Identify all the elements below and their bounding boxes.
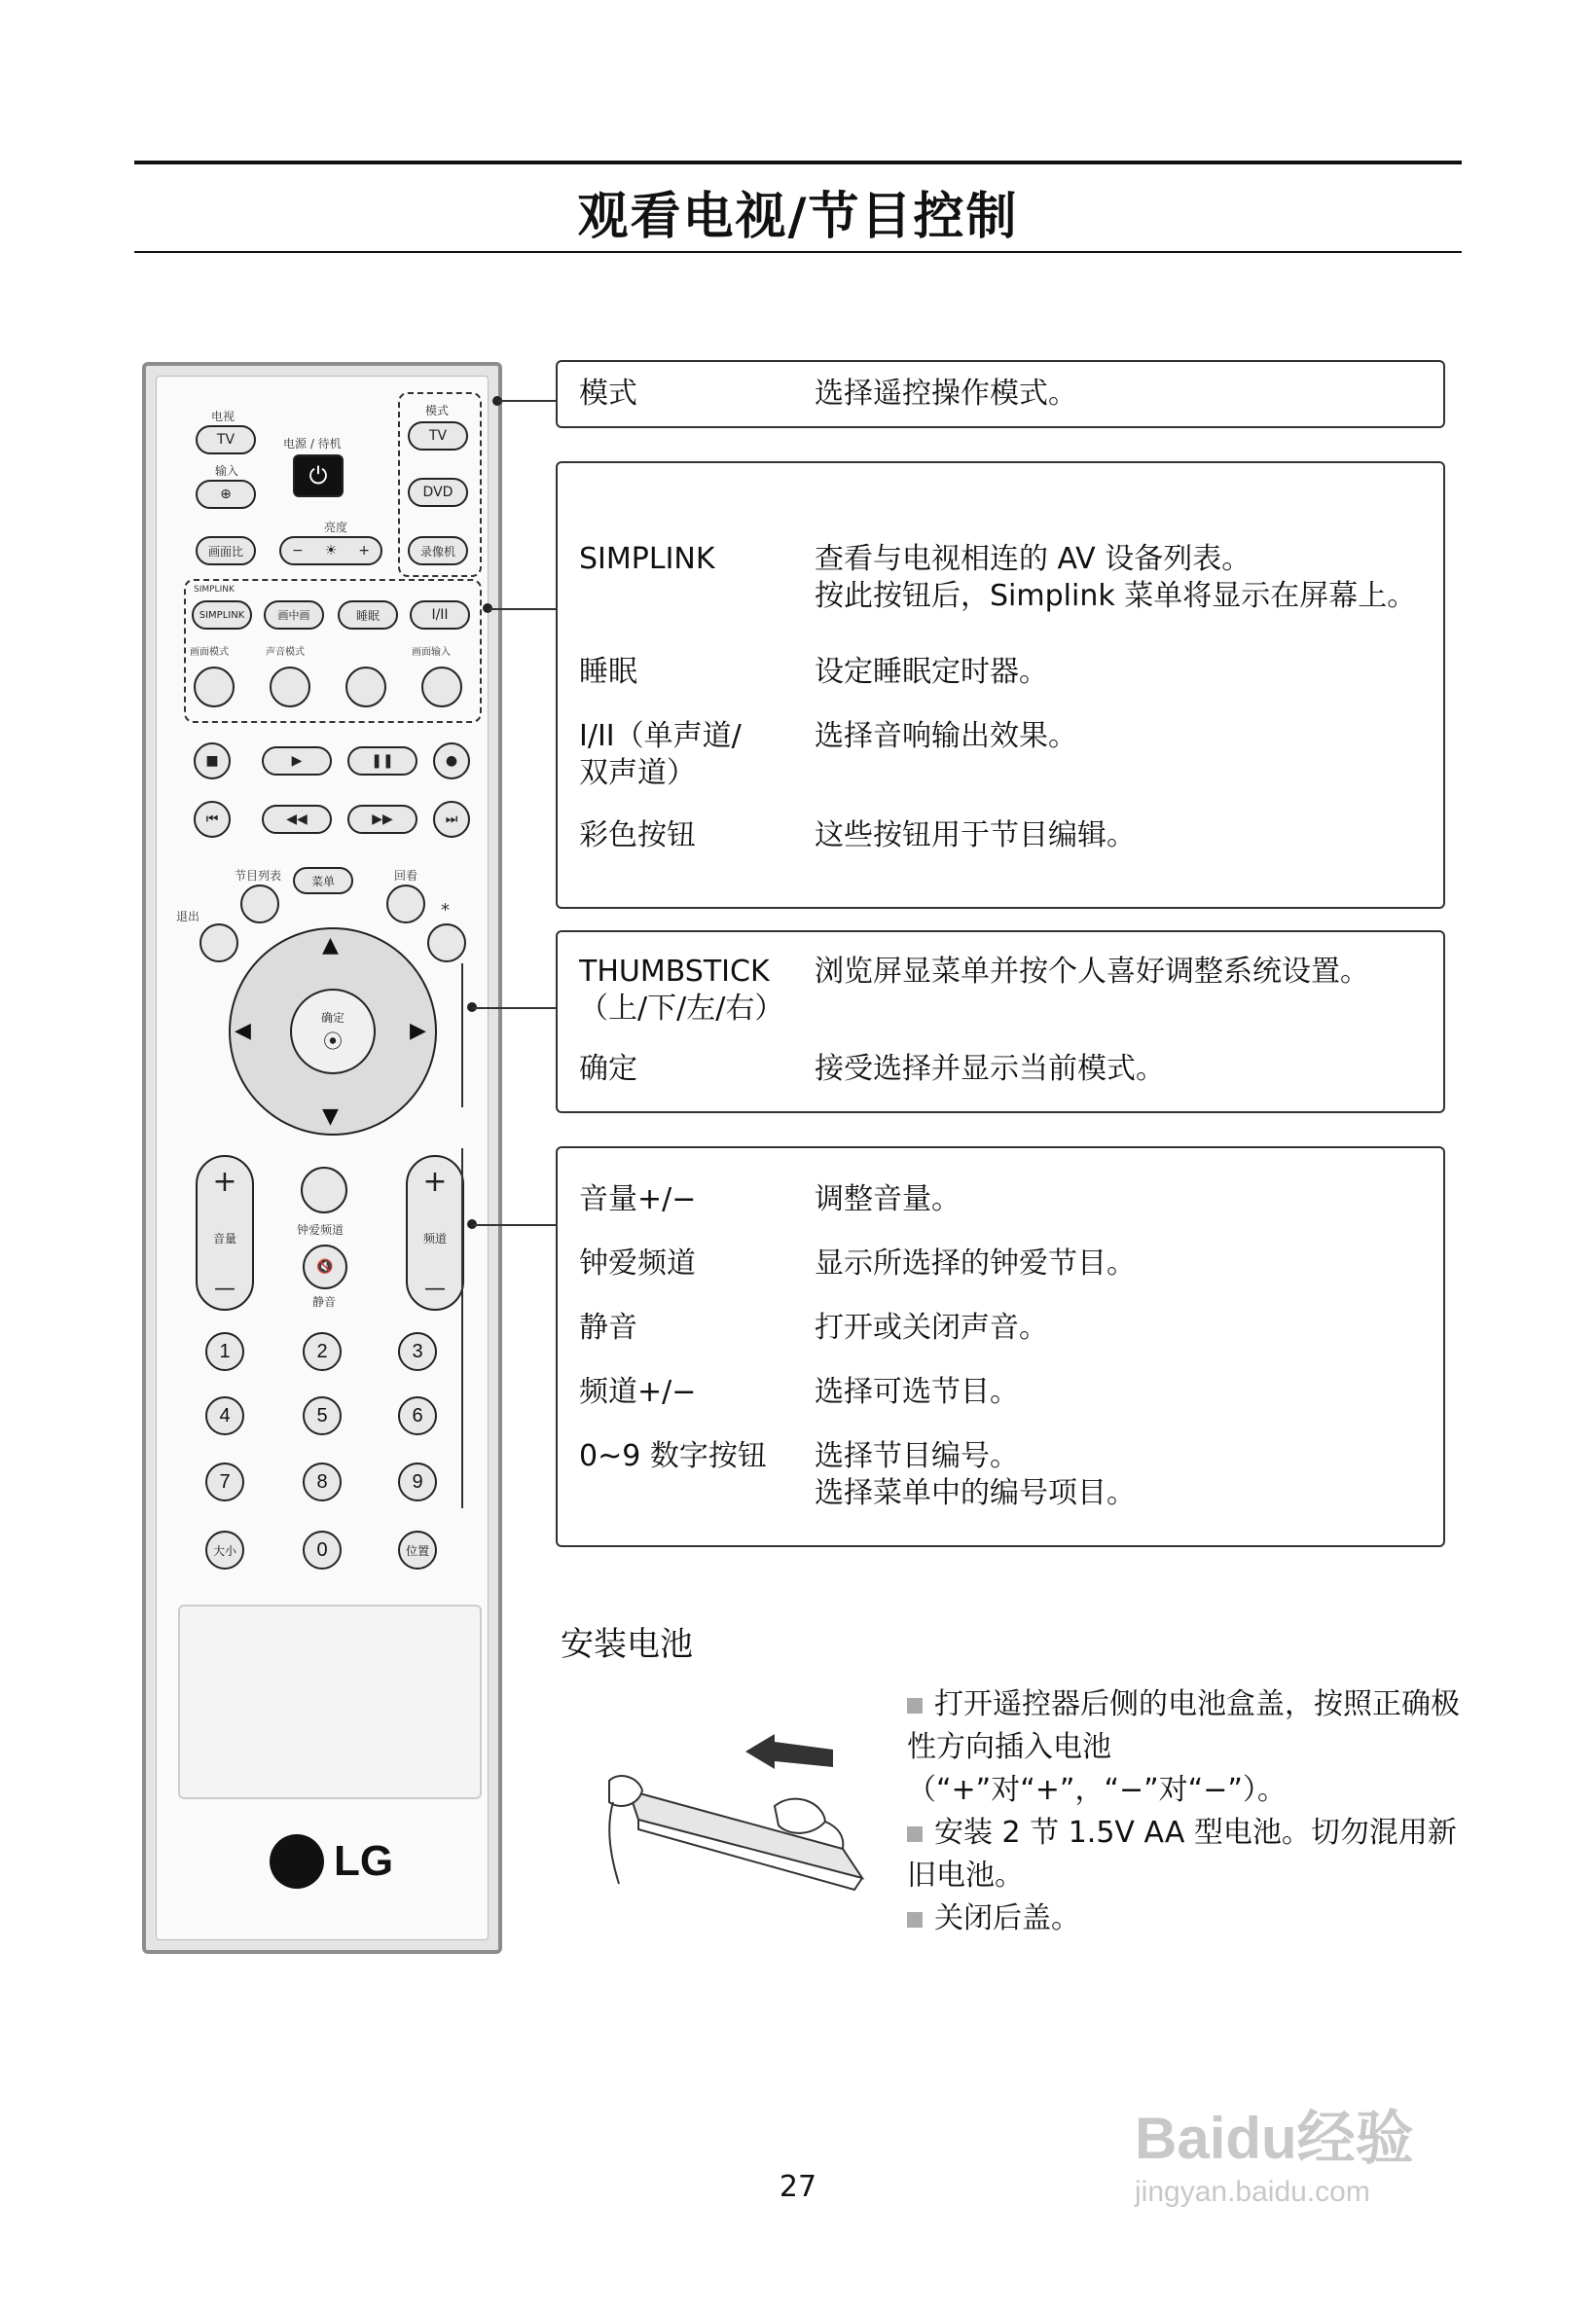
leader-bracket-thumbstick [461, 963, 463, 1107]
play-icon: ▶ [291, 753, 303, 769]
battery-step-text: 关闭后盖。 [934, 1901, 1080, 1935]
channel-plus-icon: + [422, 1165, 448, 1199]
title-underline [134, 251, 1462, 253]
callout-desc-numbers: 选择节目编号。 选择菜单中的编号项目。 [815, 1439, 1136, 1510]
volume-minus-icon: — [214, 1277, 236, 1301]
page-number: 27 [779, 2170, 817, 2204]
thumbstick-down-icon: ▼ [322, 1104, 339, 1129]
callout-desc-sleep: 设定睡眠定时器。 [815, 655, 1048, 689]
power-label: 电源 / 待机 [283, 437, 342, 451]
skip-forward-button [433, 801, 470, 838]
mode-dvd-button: DVD [408, 478, 468, 507]
ok-label: 确定 [320, 1011, 345, 1025]
callout-desc-simplink: 查看与电视相连的 AV 设备列表。 按此按钮后，Simplink 菜单将显示在屏幕上。 [815, 542, 1417, 613]
number-key: 8 [303, 1463, 342, 1501]
mute-label: 静音 [312, 1295, 337, 1309]
number-key: 1 [205, 1332, 244, 1371]
top-rule [134, 161, 1462, 164]
baidu-watermark-url: jingyan.baidu.com [1135, 2176, 1370, 2208]
number-key: 2 [303, 1332, 342, 1371]
callout-desc-ok: 接受选择并显示当前模式。 [815, 1052, 1165, 1086]
brightness-label: 亮度 [324, 521, 348, 534]
callout-desc-audio: 选择音响输出效果。 [815, 719, 1077, 753]
callout-desc-color: 这些按钮用于节目编辑。 [815, 818, 1136, 852]
callout-desc-volume: 调整音量。 [815, 1182, 961, 1216]
battery-step-text: 安装 2 节 1.5V AA 型电池。切勿混用新旧电池。 [907, 1816, 1457, 1893]
input-button [196, 480, 256, 509]
tv-button: TV [196, 425, 256, 454]
number-key: 7 [205, 1463, 244, 1501]
color-green-label: 声音模式 [266, 647, 305, 658]
callout-volume-group [556, 1146, 1445, 1547]
ok-button [290, 989, 376, 1074]
mute-icon: 🔇 [316, 1259, 334, 1275]
record-button [433, 742, 470, 779]
play-button [262, 746, 332, 776]
exit-button [200, 923, 238, 962]
back-label: 回看 [394, 869, 418, 883]
star-label: * [441, 900, 450, 921]
volume-plus-icon: + [212, 1165, 237, 1199]
callout-term-volume: 音量+/− [579, 1182, 697, 1216]
fav-label: 钟爱频道 [297, 1223, 345, 1237]
baidu-watermark [1135, 2092, 1524, 2209]
color-button-yellow [345, 667, 386, 707]
callout-desc-channel: 选择可选节目。 [815, 1375, 1019, 1409]
callout-term-numbers: 0~9 数字按钮 [579, 1439, 767, 1473]
remote-blank-panel [178, 1605, 482, 1799]
color-button-blue [421, 667, 462, 707]
power-icon: ⏻ [308, 462, 328, 489]
lg-logo [270, 1834, 393, 1889]
callout-term-ok: 确定 [579, 1052, 637, 1086]
page-title: 观看电视/节目控制 [577, 188, 1019, 246]
brightness-icon: ☀ [324, 543, 338, 559]
callout-term-mute: 静音 [579, 1311, 637, 1345]
tv-group-label: 电视 [211, 410, 236, 423]
mode-label: 模式 [425, 404, 450, 417]
callout-term-color: 彩色按钮 [579, 818, 696, 852]
lg-logo-text: LG [334, 1837, 394, 1885]
input-label: 输入 [215, 464, 239, 478]
thumbstick-left-icon: ◀ [235, 1019, 251, 1043]
battery-step-2 [907, 1812, 1471, 1897]
position-key: 位置 [398, 1531, 437, 1570]
back-button [386, 885, 425, 923]
simplink-tag: SIMPLINK [194, 585, 235, 595]
pause-icon: ❚❚ [371, 753, 394, 769]
stop-button [194, 742, 231, 779]
color-blue-label: 画面输入 [412, 647, 451, 658]
skip-back-icon: ⏮ [205, 812, 219, 827]
power-button [293, 454, 344, 497]
forward-button [347, 805, 417, 834]
number-key: 6 [398, 1396, 437, 1435]
leader-line-simplink [489, 608, 557, 610]
battery-heading: 安装电池 [561, 1625, 693, 1664]
battery-step-1 [907, 1683, 1471, 1812]
callout-desc-fav: 显示所选择的钟爱节目。 [815, 1246, 1136, 1281]
channel-rocker [406, 1155, 464, 1311]
brightness-plus: + [358, 543, 370, 559]
record-icon: ● [445, 753, 458, 769]
color-button-green [270, 667, 310, 707]
callout-desc-mute: 打开或关闭声音。 [815, 1311, 1048, 1345]
callout-term: 模式 [579, 377, 637, 411]
simplink-button: SIMPLINK [192, 600, 252, 630]
bullet-square-icon [907, 1698, 923, 1714]
callout-term-sleep: 睡眠 [579, 655, 637, 689]
i-ii-button: I/II [410, 600, 470, 630]
mode-tv-button: TV [408, 421, 468, 451]
number-key: 0 [303, 1531, 342, 1570]
ok-icon: ⦿ [323, 1030, 343, 1053]
callout-thumbstick-group [556, 930, 1445, 1113]
battery-step-3 [907, 1897, 1471, 1940]
color-red-label: 画面模式 [190, 647, 229, 658]
skip-back-button [194, 801, 231, 838]
leader-line-mode [498, 400, 557, 402]
battery-install-illustration [599, 1713, 882, 1907]
rewind-button [262, 805, 332, 834]
lg-logo-icon [270, 1834, 324, 1889]
fav-button [301, 1167, 347, 1213]
bullet-square-icon [907, 1912, 923, 1928]
rewind-icon: ◀◀ [286, 812, 308, 827]
aspect-ratio-button: 画面比 [196, 536, 256, 565]
brightness-minus: − [291, 543, 304, 559]
callout-term-thumbstick: THUMBSTICK （上/下/左/右） [579, 955, 784, 1026]
number-key: 3 [398, 1332, 437, 1371]
color-button-red [194, 667, 235, 707]
forward-icon: ▶▶ [372, 812, 393, 827]
pip-button: 画中画 [264, 600, 324, 630]
channel-minus-icon: — [424, 1277, 446, 1301]
callout-simplink-group [556, 461, 1445, 909]
sleep-button: 睡眠 [338, 600, 398, 630]
skip-forward-icon: ⏭ [445, 812, 458, 827]
leader-line-volume [473, 1224, 557, 1226]
pause-button [347, 746, 417, 776]
exit-label: 退出 [176, 910, 200, 923]
menu-button: 菜单 [293, 867, 353, 894]
stop-icon: ■ [205, 753, 219, 769]
size-key: 大小 [205, 1531, 244, 1570]
callout-desc-thumbstick: 浏览屏显菜单并按个人喜好调整系统设置。 [815, 955, 1369, 989]
remote-face [156, 376, 489, 1940]
callout-term-simplink: SIMPLINK [579, 542, 715, 576]
arrow-left-icon [745, 1734, 833, 1769]
baidu-watermark-brand: Baidu经验 [1135, 2106, 1414, 2171]
brightness-control [279, 536, 382, 565]
mode-vcr-button: 录像机 [408, 536, 468, 565]
number-key: 4 [205, 1396, 244, 1435]
thumbstick-right-icon: ▶ [410, 1019, 426, 1043]
callout-mode [556, 360, 1445, 428]
channel-label: 频道 [422, 1231, 447, 1246]
callout-term-fav: 钟爱频道 [579, 1246, 696, 1281]
number-key: 5 [303, 1396, 342, 1435]
battery-step-text: 打开遥控器后侧的电池盒盖，按照正确极性方向插入电池（“+”对“+”，“−”对“−”）。 [907, 1687, 1460, 1807]
input-icon: ⊕ [220, 487, 232, 502]
mute-button [303, 1245, 347, 1289]
callout-desc: 选择遥控操作模式。 [815, 377, 1077, 411]
bullet-square-icon [907, 1826, 923, 1842]
star-button [427, 923, 466, 962]
leader-line-thumbstick [473, 1007, 557, 1009]
callout-term-channel: 频道+/− [579, 1375, 697, 1409]
volume-rocker [196, 1155, 254, 1311]
remote-control-illustration [142, 362, 502, 1954]
volume-label: 音量 [212, 1231, 236, 1246]
leader-bracket-volume [461, 1148, 463, 1508]
number-key: 9 [398, 1463, 437, 1501]
list-button [240, 885, 279, 923]
callout-term-audio: I/II（单声道/ 双声道） [579, 719, 742, 790]
list-label: 节目列表 [235, 869, 282, 883]
thumbstick-up-icon: ▲ [322, 933, 339, 957]
